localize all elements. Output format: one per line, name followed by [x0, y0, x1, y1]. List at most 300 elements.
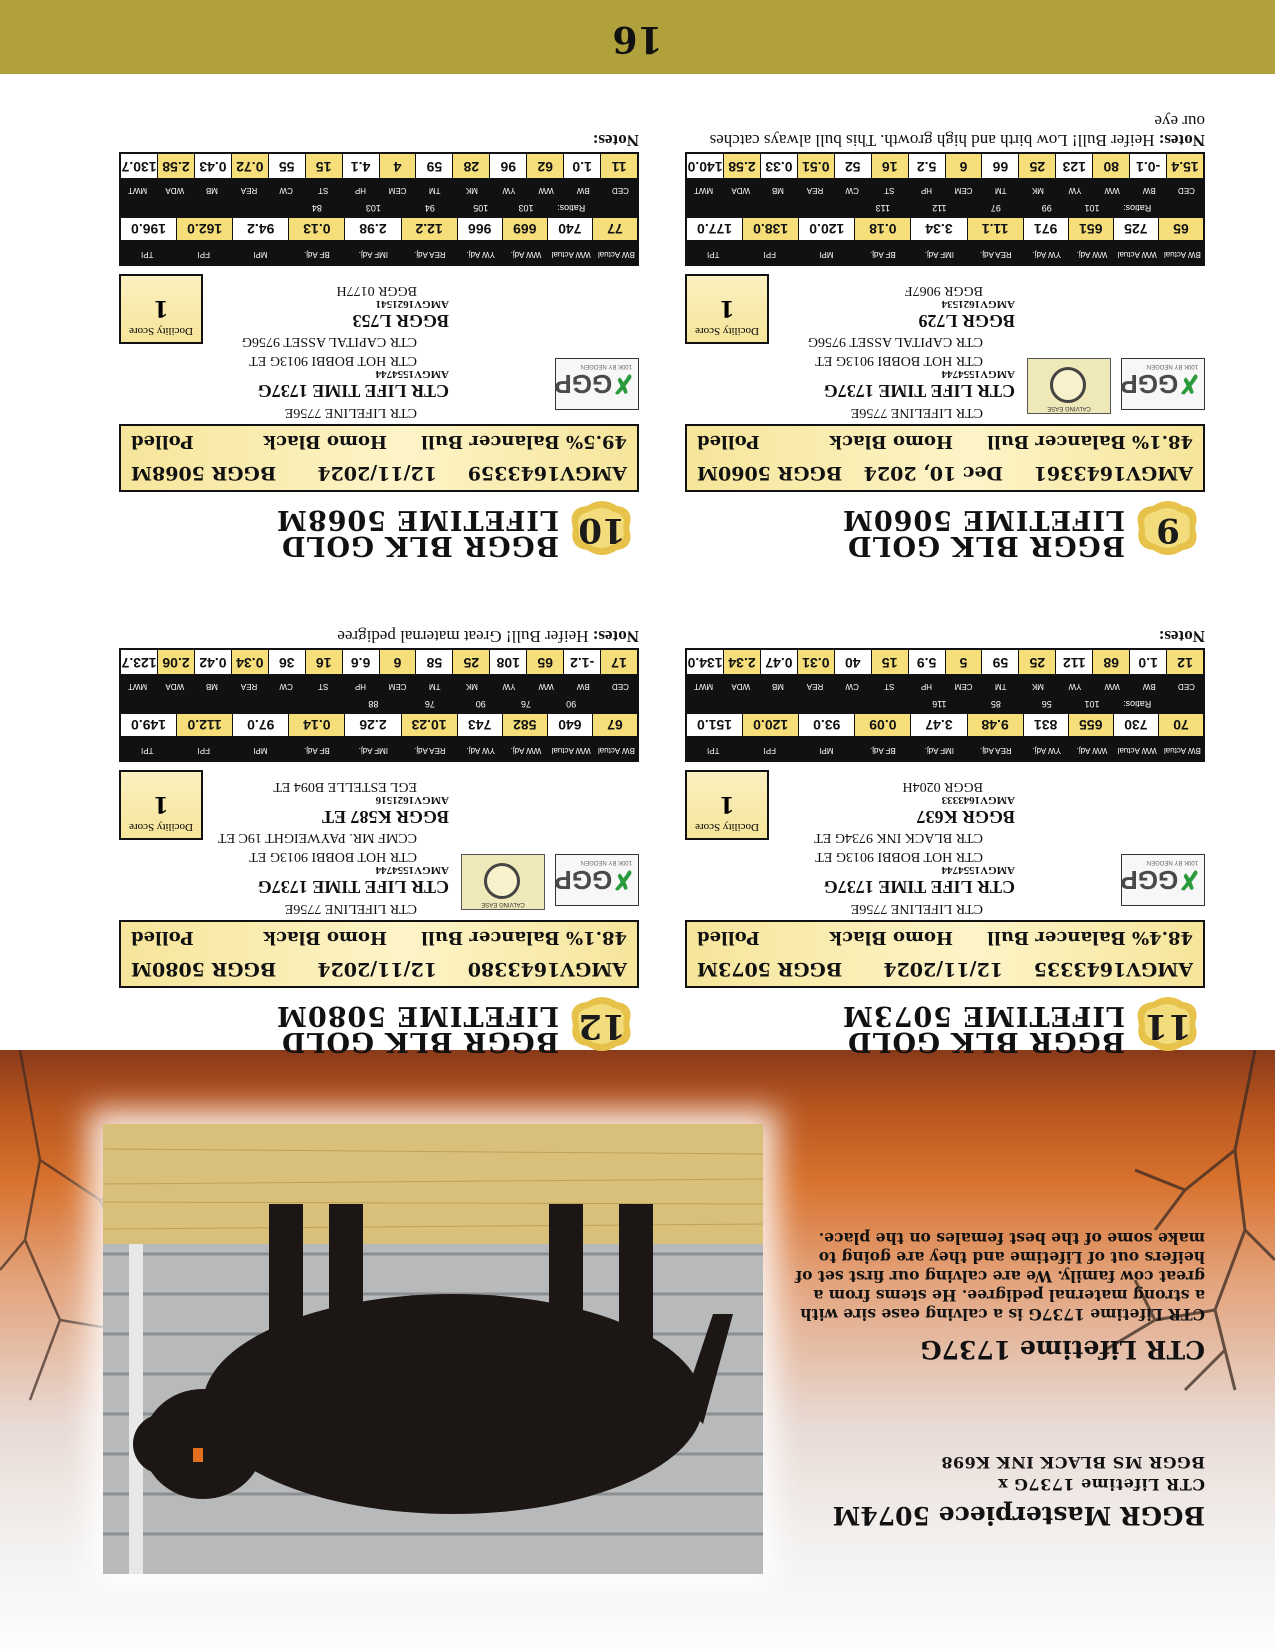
epd-value-cell: 4.1: [342, 154, 379, 178]
performance-value-cell: 67: [592, 714, 637, 736]
performance-header-cell: BF Adj.: [869, 250, 896, 259]
epd-header-cell: WW: [538, 186, 554, 195]
birth-date: Dec 10, 2024: [863, 462, 1003, 484]
epd-header-cell: CED: [611, 186, 629, 195]
performance-header-cell: TPI: [707, 746, 720, 755]
epd-value-cell: 108: [489, 650, 526, 674]
registration-box: [119, 920, 639, 988]
epd-value-cell: 2.34: [723, 650, 760, 674]
lot-name-line-2: LIFETIME 5073M: [842, 1000, 1125, 1031]
epd-header-cell: HP: [920, 186, 933, 195]
dam-registration: AMGV1621541: [375, 298, 449, 310]
featured-pedigree-line-2: BGGR MS BLACK INK K698: [940, 1453, 1205, 1472]
epd-header-cell: MK: [465, 186, 478, 195]
performance-header-cell: TPI: [707, 250, 720, 259]
featured-pedigree-line-1: CTR Lifetime 1737G x: [997, 1475, 1205, 1494]
performance-value-cell: 730: [1113, 714, 1158, 736]
epd-header-cell: YW: [502, 186, 516, 195]
dam-of-sire: CTR HOT BOBBI 9013G ET: [249, 849, 417, 864]
ratio-cell: 105: [473, 203, 489, 213]
performance-header-cell: BF Adj.: [303, 250, 330, 259]
epd-value-cell: 2.06: [157, 650, 194, 674]
performance-header-cell: WW Actual: [551, 250, 591, 259]
sire-of-sire: CTR LIFELINE 7756E: [284, 901, 417, 916]
ratio-cell: 56: [1041, 699, 1052, 709]
dam-registration: AMGV1643333: [941, 794, 1015, 806]
epd-header-cell: ST: [884, 186, 895, 195]
performance-values: [119, 712, 639, 738]
performance-value-cell: 97.0: [232, 714, 288, 736]
ggp-sub-label: 100K BY NEOGEN: [1146, 859, 1198, 865]
epd-header-cell: HP: [354, 682, 367, 691]
lot-notes: [119, 627, 639, 646]
epd-value-cell: 6: [945, 154, 982, 178]
lot-name-line-1: BGGR BLK GOLD: [847, 1026, 1125, 1057]
epd-value-cell: 36: [268, 650, 305, 674]
dam-of-sire: CTR HOT BOBBI 9013G ET: [249, 353, 417, 368]
coat-color: Homo Black: [263, 431, 387, 452]
epd-header-cell: CW: [845, 186, 859, 195]
sire-of-sire: CTR LIFELINE 7756E: [850, 901, 983, 916]
epd-value-cell: 0.47: [760, 650, 797, 674]
epd-header-cell: YW: [1068, 186, 1082, 195]
epd-header-cell: WW: [1104, 682, 1120, 691]
performance-header-cell: BF Adj.: [869, 746, 896, 755]
sire-name: CTR LIFE TIME 1737G: [823, 381, 1015, 401]
ratio-cell: 101: [1084, 699, 1100, 709]
notes-label: Notes:: [592, 627, 639, 646]
epd-value-cell: 6: [379, 650, 416, 674]
ratio-cell: 88: [368, 699, 379, 709]
epd-values: [119, 152, 639, 178]
ratio-cell: [685, 200, 742, 216]
epd-header-cell: MWT: [694, 682, 714, 691]
notes-text: Heifer Bull! Low birth and high growth. This bull always catches our eye: [709, 112, 1205, 150]
performance-header-cell: MPI: [253, 250, 268, 259]
epd-header-cell: YW: [1068, 682, 1082, 691]
docility-score-box: [685, 274, 769, 344]
performance-header-cell: FPI: [197, 250, 211, 259]
epd-header-cell: REA: [806, 186, 824, 195]
docility-score-box: [685, 770, 769, 840]
ratio-cell: 97: [990, 203, 1001, 213]
sire-registration: AMGV1554744: [941, 864, 1015, 876]
sire-feature-title: CTR Lifetime 1737G: [920, 1335, 1205, 1364]
docility-score-box: [119, 274, 203, 344]
performance-value-cell: 0.13: [288, 218, 344, 240]
dam-registration: AMGV1621516: [375, 794, 449, 806]
lot-name-line-1: BGGR BLK GOLD: [847, 530, 1125, 561]
epd-value-cell: 0.42: [194, 650, 231, 674]
ggp-label: GGP: [554, 369, 613, 399]
epd-value-cell: 68: [1092, 650, 1129, 674]
registration-number: AMGV1643361: [1033, 462, 1193, 484]
sire-name: CTR LIFE TIME 1737G: [257, 877, 449, 897]
performance-value-cell: 177.0: [687, 218, 742, 240]
ratio-cell: [119, 696, 176, 712]
epd-header-cell: TM: [428, 186, 441, 195]
performance-header-cell: YW Adj.: [1032, 746, 1061, 755]
epd-header: [685, 178, 1205, 202]
epd-header-cell: CED: [1177, 682, 1195, 691]
performance-value-cell: 2.98: [344, 218, 400, 240]
ratio-cell: [176, 696, 233, 712]
ratio-cell: 116: [932, 699, 947, 709]
epd-header-cell: CW: [279, 682, 293, 691]
epd-header-cell: CW: [279, 186, 293, 195]
featured-bull-name: BGGR Masterpiece 5074M: [832, 1501, 1205, 1530]
sire-name: CTR LIFE TIME 1737G: [257, 381, 449, 401]
docility-label: Docility Score: [695, 325, 759, 337]
sire-of-dam: CTR BLACK INK 9734G ET: [814, 830, 983, 845]
epd-value-cell: 25: [452, 650, 489, 674]
epd-header: [119, 178, 639, 202]
epd-value-cell: 59: [415, 154, 452, 178]
ratio-cell: 76: [424, 699, 435, 709]
ggp-logo: [555, 854, 639, 906]
performance-ratios: [119, 200, 639, 216]
sire-registration: AMGV1554744: [375, 864, 449, 876]
epd-value-cell: 0.72: [231, 154, 268, 178]
tag-id: BGGR 5068M: [131, 462, 277, 484]
lot-notes: [685, 112, 1205, 150]
performance-header-cell: WW Adj.: [510, 250, 542, 259]
notes-label: Notes:: [1158, 627, 1205, 646]
epd-header-cell: CEM: [954, 186, 973, 195]
epd-values: [685, 152, 1205, 178]
epd-header-cell: CW: [845, 682, 859, 691]
epd-value-cell: 80: [1092, 154, 1129, 178]
docility-value: 1: [719, 791, 735, 817]
epd-header-cell: MK: [1031, 186, 1044, 195]
breed-percentage: 48.1% Balancer Bull: [421, 927, 627, 948]
docility-value: 1: [719, 295, 735, 321]
dam-name: BGGR L753: [352, 311, 449, 331]
lot-notes: [119, 131, 639, 150]
ggp-sub-label: 100K BY NEOGEN: [1146, 363, 1198, 369]
epd-value-cell: 130.7: [121, 154, 157, 178]
performance-header-cell: WW Adj.: [1076, 746, 1108, 755]
ggp-logo: [1121, 854, 1205, 906]
ratio-cell: [685, 696, 742, 712]
ratio-cell: [855, 696, 912, 712]
ggp-sub-label: 100K BY NEOGEN: [580, 859, 632, 865]
performance-value-cell: 3.34: [910, 218, 966, 240]
sire-of-dam: CCMF MR. PAYWEIGHT 19C ET: [217, 830, 417, 845]
dam-name: BGGR K587 ET: [321, 807, 449, 827]
performance-header-cell: FPI: [763, 250, 777, 259]
performance-value-cell: 971: [1023, 218, 1068, 240]
epd-value-cell: 16: [305, 650, 342, 674]
birth-date: 12/11/2024: [317, 958, 437, 980]
ratio-cell: 101: [1084, 203, 1100, 213]
performance-header-cell: MPI: [819, 746, 834, 755]
ratio-cell: [798, 696, 855, 712]
performance-value-cell: 162.0: [176, 218, 232, 240]
epd-value-cell: 17: [600, 650, 637, 674]
performance-header-cell: MPI: [253, 746, 268, 755]
ratio-cell: 103: [365, 203, 381, 213]
notes-text: Heifer Bull! Great maternal pedigree: [337, 627, 589, 646]
epd-value-cell: 123.7: [121, 650, 157, 674]
docility-value: 1: [153, 791, 169, 817]
epd-header-cell: WDA: [731, 186, 751, 195]
performance-header: [685, 738, 1205, 762]
epd-header-cell: ST: [318, 186, 329, 195]
epd-header-cell: MWT: [694, 186, 714, 195]
epd-table: [685, 648, 1205, 698]
performance-header-cell: YW Adj.: [466, 250, 495, 259]
performance-header-cell: IMF Adj.: [924, 250, 955, 259]
lot-card: [685, 615, 1205, 1060]
epd-header-cell: CEM: [388, 682, 407, 691]
lot-name: [276, 504, 559, 561]
performance-header-cell: FPI: [197, 746, 211, 755]
ggp-sub-label: 100K BY NEOGEN: [580, 363, 632, 369]
breed-percentage: 48.1% Balancer Bull: [987, 431, 1193, 452]
epd-header-cell: MWT: [128, 682, 148, 691]
sire-of-dam: CTR CAPITAL ASSET 9756G: [807, 334, 983, 349]
epd-value-cell: 28: [452, 154, 489, 178]
performance-values: [685, 216, 1205, 242]
lot-number: 12: [578, 1006, 626, 1046]
epd-header-cell: WW: [1104, 186, 1120, 195]
lot-card: [119, 615, 639, 1060]
lot-number: 11: [1144, 1006, 1192, 1046]
epd-header-cell: WDA: [731, 682, 751, 691]
lot-notes: [685, 627, 1205, 646]
performance-header-cell: REA Adj.: [414, 250, 446, 259]
epd-values: [685, 648, 1205, 674]
lot-title: [119, 502, 639, 561]
registration-box: [685, 920, 1205, 988]
performance-header-cell: MPI: [819, 250, 834, 259]
epd-header-cell: REA: [240, 682, 258, 691]
epd-value-cell: 55: [268, 154, 305, 178]
ratio-cell: [289, 696, 346, 712]
ratio-cell: 112: [932, 203, 947, 213]
performance-value-cell: 120.0: [798, 218, 854, 240]
lot-number-badge: [1133, 994, 1203, 1054]
ggp-label: GGP: [554, 865, 613, 895]
ggp-logo-text: ✗GGP: [1120, 865, 1200, 895]
registration-box: [119, 424, 639, 492]
lot-number: 10: [578, 510, 626, 550]
performance-header-cell: IMF Adj.: [924, 746, 955, 755]
birth-date: 12/11/2024: [317, 462, 437, 484]
docility-label: Docility Score: [129, 821, 193, 833]
performance-value-cell: 93.0: [798, 714, 854, 736]
performance-header-cell: WW Adj.: [510, 746, 542, 755]
epd-value-cell: 6.6: [342, 650, 379, 674]
performance-header-cell: REA Adj.: [980, 746, 1012, 755]
epd-value-cell: 16: [871, 154, 908, 178]
lot-number: 9: [1156, 510, 1180, 550]
polled-status: Polled: [131, 927, 194, 948]
performance-header-cell: BF Adj.: [303, 746, 330, 755]
performance-value-cell: 725: [1113, 218, 1158, 240]
registration-number: AMGV1643359: [467, 462, 627, 484]
epd-value-cell: 59: [981, 650, 1018, 674]
performance-header-cell: YW Adj.: [1032, 250, 1061, 259]
performance-header-cell: WW Actual: [1117, 746, 1157, 755]
performance-value-cell: 10.23: [401, 714, 457, 736]
epd-header-cell: MB: [205, 186, 218, 195]
performance-header-cell: WW Actual: [551, 746, 591, 755]
epd-header-cell: BW: [576, 186, 590, 195]
performance-header-cell: YW Adj.: [466, 746, 495, 755]
dam-of-dam: BGGR 9067F: [904, 283, 983, 298]
epd-header-cell: BW: [1142, 682, 1156, 691]
epd-header-cell: ST: [318, 682, 329, 691]
performance-header-cell: BW Actual: [597, 746, 635, 755]
ratio-cell: 90: [566, 699, 577, 709]
performance-ratios: [685, 200, 1205, 216]
epd-header-cell: MB: [771, 682, 784, 691]
coat-color: Homo Black: [263, 927, 387, 948]
ratio-cell: 113: [875, 203, 891, 213]
ratio-cell: [1160, 200, 1205, 216]
epd-header-cell: CED: [611, 682, 629, 691]
epd-value-cell: 5.9: [908, 650, 945, 674]
notes-label: Notes:: [1158, 131, 1205, 150]
ratio-cell: [594, 200, 639, 216]
sire-feature-description: CTR Lifetime 1737G is a calving ease sire with a strong maternal pedigree. He stems from a great cow family. We are calving our first set of heifers out of Lifetime and they are going to make some of the best females on the place.: [795, 1229, 1205, 1324]
epd-table: [119, 152, 639, 202]
ggp-logo: [1121, 358, 1205, 410]
breed-percentage: 49.5% Balancer Bull: [421, 431, 627, 452]
epd-table: [685, 152, 1205, 202]
performance-value-cell: 196.0: [121, 218, 176, 240]
lot-title: [685, 502, 1205, 561]
coat-color: Homo Black: [829, 431, 953, 452]
epd-header-cell: TM: [994, 682, 1007, 691]
epd-header-cell: MB: [771, 186, 784, 195]
lot-name-line-2: LIFETIME 5080M: [276, 1000, 559, 1031]
performance-header: [685, 242, 1205, 266]
sire-name: CTR LIFE TIME 1737G: [823, 877, 1015, 897]
epd-header-cell: MK: [1031, 682, 1044, 691]
epd-header-cell: CEM: [388, 186, 407, 195]
ggp-logo-text: ✗GGP: [1120, 369, 1200, 399]
epd-header-cell: WDA: [165, 682, 185, 691]
lot-name-line-2: LIFETIME 5068M: [276, 504, 559, 535]
epd-value-cell: 52: [834, 154, 871, 178]
ratio-cell: [742, 696, 799, 712]
performance-value-cell: 77: [592, 218, 637, 240]
epd-header-cell: CEM: [954, 682, 973, 691]
docility-label: Docility Score: [695, 821, 759, 833]
docility-value: 1: [153, 295, 169, 321]
tag-id: BGGR 5073M: [697, 958, 843, 980]
ratio-cell: [742, 200, 799, 216]
performance-table: [685, 696, 1205, 762]
epd-header-cell: TM: [428, 682, 441, 691]
performance-value-cell: 655: [1068, 714, 1113, 736]
epd-header-cell: BW: [576, 682, 590, 691]
dam-name: BGGR K637: [916, 807, 1015, 827]
performance-value-cell: 640: [547, 714, 592, 736]
epd-value-cell: 62: [526, 154, 563, 178]
ratio-cell: 99: [1041, 203, 1052, 213]
performance-value-cell: 743: [457, 714, 502, 736]
epd-value-cell: 58: [415, 650, 452, 674]
performance-value-cell: 651: [1068, 218, 1113, 240]
performance-value-cell: 138.0: [742, 218, 798, 240]
sire-registration: AMGV1554744: [941, 368, 1015, 380]
bull-photo: [103, 1124, 763, 1574]
performance-value-cell: 112.0: [176, 714, 232, 736]
ggp-logo: [555, 358, 639, 410]
calving-ease-logo: [461, 854, 545, 910]
lot-card: [119, 119, 639, 564]
calving-ease-label: CALVING EASE: [481, 901, 525, 907]
ggp-label: GGP: [1120, 865, 1179, 895]
ratio-cell: [232, 696, 289, 712]
lot-title: [119, 998, 639, 1057]
polled-status: Polled: [697, 927, 760, 948]
performance-table: [119, 200, 639, 266]
performance-value-cell: 669: [502, 218, 547, 240]
ratio-cell: Ratios:: [1123, 203, 1152, 213]
epd-value-cell: 5: [945, 650, 982, 674]
calving-ease-emblem-icon: [1050, 367, 1086, 403]
ggp-logo-text: ✗GGP: [554, 369, 634, 399]
performance-value-cell: 966: [457, 218, 502, 240]
polled-status: Polled: [131, 431, 194, 452]
epd-value-cell: 0.34: [231, 650, 268, 674]
performance-header-cell: BW Actual: [1163, 250, 1201, 259]
epd-value-cell: 25: [1018, 650, 1055, 674]
lot-number-badge: [1133, 498, 1203, 558]
epd-value-cell: 25: [1018, 154, 1055, 178]
registration-number: AMGV1643380: [467, 958, 627, 980]
performance-header-cell: FPI: [763, 746, 777, 755]
epd-value-cell: 0.51: [797, 154, 834, 178]
performance-value-cell: 0.09: [854, 714, 910, 736]
epd-value-cell: 0.43: [194, 154, 231, 178]
epd-header-cell: BW: [1142, 186, 1156, 195]
lot-card: [685, 112, 1205, 564]
performance-value-cell: 582: [502, 714, 547, 736]
performance-header-cell: IMF Adj.: [358, 746, 389, 755]
sire-registration: AMGV1554744: [375, 368, 449, 380]
epd-value-cell: 11: [600, 154, 637, 178]
epd-value-cell: 15: [871, 650, 908, 674]
calving-ease-emblem-icon: [484, 863, 520, 899]
performance-value-cell: 2.26: [344, 714, 400, 736]
epd-header-cell: ST: [884, 682, 895, 691]
ratio-cell: [594, 696, 639, 712]
epd-value-cell: -1.2: [563, 650, 600, 674]
epd-value-cell: 96: [489, 154, 526, 178]
polled-status: Polled: [697, 431, 760, 452]
performance-value-cell: 0.18: [854, 218, 910, 240]
lot-title: [685, 998, 1205, 1057]
sire-of-sire: CTR LIFELINE 7756E: [850, 405, 983, 420]
epd-header-cell: YW: [502, 682, 516, 691]
performance-values: [119, 216, 639, 242]
performance-ratios: [685, 696, 1205, 712]
ratio-cell: 85: [990, 699, 1001, 709]
performance-header-cell: WW Adj.: [1076, 250, 1108, 259]
epd-value-cell: 1.0: [563, 154, 600, 178]
dam-name: BGGR L729: [918, 311, 1015, 331]
epd-value-cell: 5.2: [908, 154, 945, 178]
performance-header-cell: IMF Adj.: [358, 250, 389, 259]
page-footer: [0, 0, 1275, 74]
epd-header-cell: HP: [920, 682, 933, 691]
